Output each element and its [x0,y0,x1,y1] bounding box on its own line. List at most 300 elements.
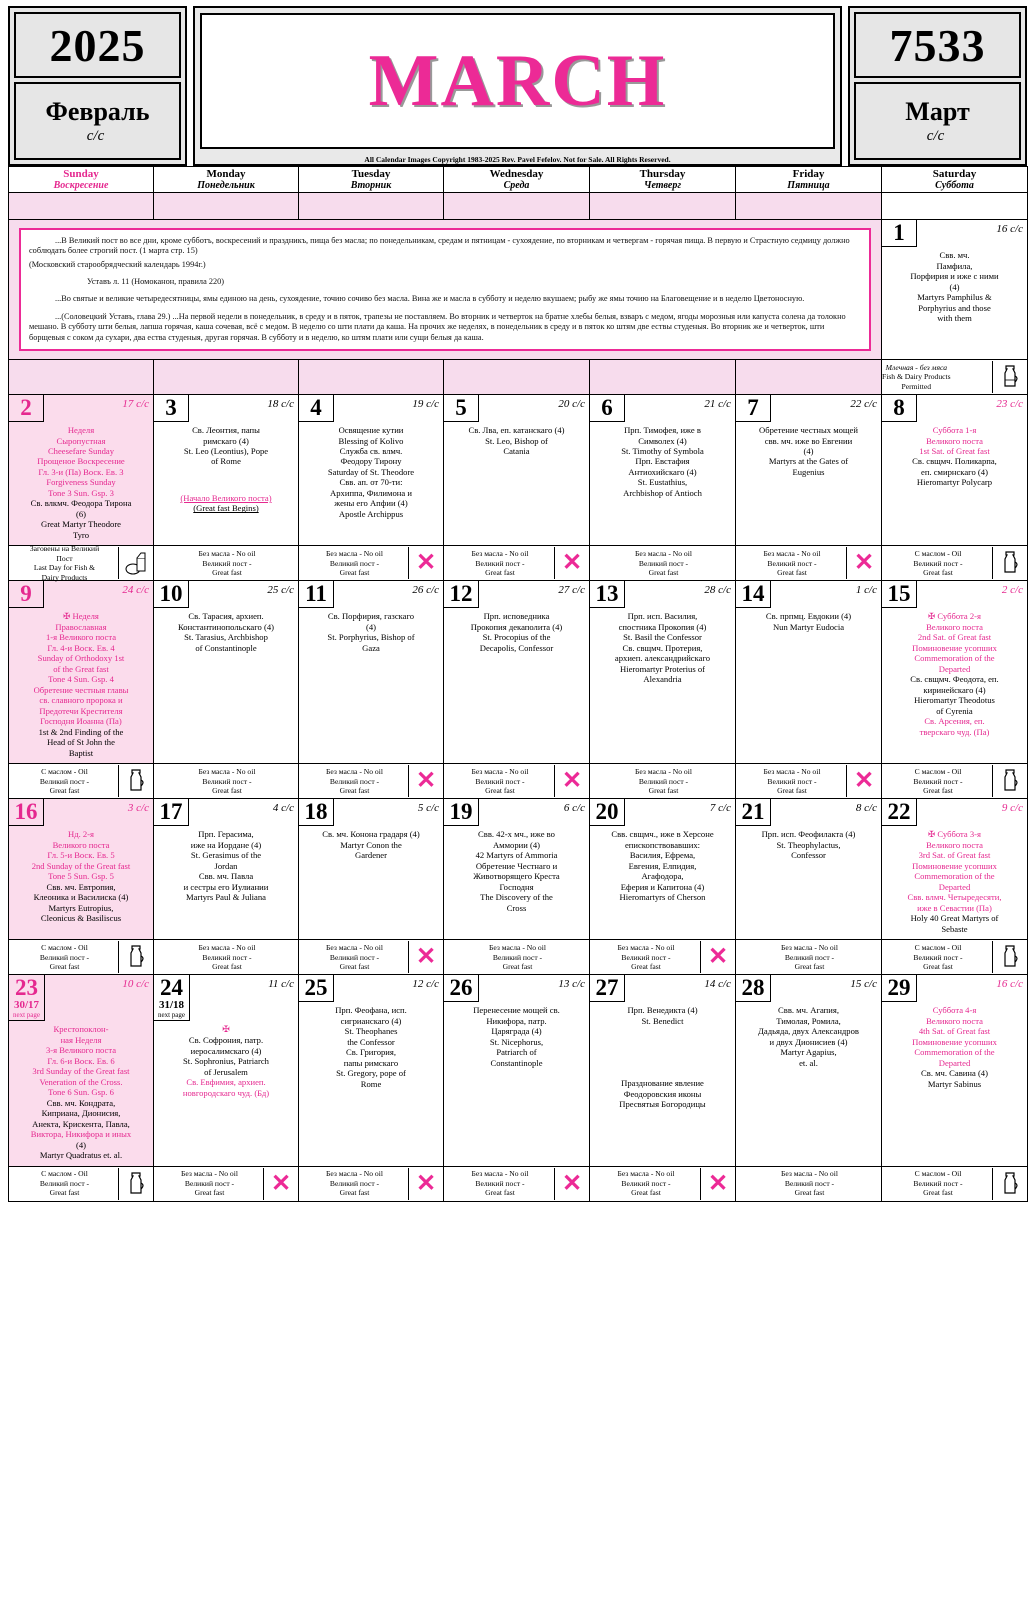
fast-line: Великий пост - [329,558,380,568]
day-old-style: 4 с/с [272,802,294,815]
empty-fast-cell [299,359,444,394]
day-line: Sebaste [941,923,968,934]
day-old-style: 14 с/с [704,978,731,991]
day-cell-7[interactable] [736,394,882,545]
day-line: Животворящего Креста [473,871,560,882]
fast-text [590,943,700,971]
fast-cell [590,546,736,581]
day-content [9,608,153,763]
fast-line: Великий пост - [475,558,525,568]
day-cell-9[interactable] [9,581,154,764]
no-fish-x-icon: ✕ [846,765,881,797]
fast-line: Без масла - No oil [198,549,256,559]
note-paragraph-3: Уставъ л. 11 (Номоканон, правила 220) [87,277,225,287]
weekday-tuesday-ru: Вторник [350,180,392,191]
fast-text [154,943,298,971]
day-line: Martyr Sabinus [927,1078,982,1089]
fast-line: Great fast [502,961,533,971]
day-line: Св. Леонтия, папы [192,425,260,436]
fast-text [736,943,881,971]
day-content [9,1021,153,1165]
cross-icon: ✠ [222,1024,230,1035]
weekday-sunday-en: Sunday [63,168,99,180]
day-line: Св. Порфирия, газскаго [327,611,415,622]
fast-text [590,1169,700,1197]
day-line: Tone 3 Sun. Gsp. 3 [48,487,114,498]
day-line: Св. свщмч. Поликарпа, [912,456,997,467]
day-cell-14[interactable] [736,581,882,764]
day-line: Свв. мч. Кондрата, [46,1097,116,1108]
fast-cell [299,1166,444,1201]
day-line: Св. Софрония, патр. [188,1035,264,1046]
fast-line: С маслом - Oil [914,1169,962,1179]
day-content [882,826,1027,939]
no-fish-x-icon: ✕ [408,765,443,797]
day-line: St. Leo (Leontius), Pope [183,445,269,456]
fast-line: Великий пост - [638,558,689,568]
spacer-cell [590,193,736,220]
day-line: Commemoration of the [914,1047,995,1058]
fish-permit-en1: Fish & Dairy Products [882,372,951,382]
day-line: Martyr Conon the [340,839,402,850]
day-cell-29[interactable] [882,975,1028,1166]
day-content [882,1002,1027,1094]
day-line: St. Porphyrius, Bishop of [327,632,415,643]
day-line: Порфирия и иже с ними [910,271,999,282]
fast-line: Great fast [49,1188,80,1198]
day-line: Apostle Archippus [338,508,404,519]
day-line: Baptist [68,747,94,758]
day-line: Saturday of St. Theodore [327,466,415,477]
day-cell-28[interactable] [736,975,882,1166]
day-line: Гл. 6-и Воск. Ев. 6 [47,1055,115,1066]
fast-line: Великий пост - [784,952,835,962]
day-line: Великого поста [52,839,110,850]
church-year: 7533 [854,12,1021,78]
day-cell-8[interactable] [882,394,1028,545]
fish-permit-row [9,359,1028,394]
spacer-cell [882,193,1028,220]
fast-line: Без масла - No oil [198,767,256,777]
day-line: Jordan [214,860,238,871]
day-line: with them [937,313,972,324]
weekday-tuesday [299,167,444,193]
day-line: Martyrs Paul & Juliana [186,892,266,903]
fast-cell [299,940,444,975]
day-content [882,422,1027,493]
day-line: Православная [55,621,107,632]
day-old-style: 21 с/с [704,397,731,410]
day-line: Archbishop of Antioch [623,487,702,498]
jug-icon [992,1168,1027,1200]
day-number: 12 [444,581,479,608]
day-number: 1 [882,220,917,247]
fast-cell [882,1166,1028,1201]
day-old-style: 22 с/с [850,397,877,410]
fast-line: Great fast [339,961,370,971]
day-line: Св. Евфимия, архиеп. [186,1077,266,1088]
fast-cell [299,764,444,799]
day-line: Gaza [362,642,380,653]
day-line: (Начало Великого поста) [180,492,272,503]
fast-line: Без масла - No oil [763,767,821,777]
day-number-value: 24 [160,975,183,1001]
day-line: Великого поста [926,435,983,446]
day-number: 22 [882,799,917,826]
spacer-cell [9,193,154,220]
day-number: 5 [444,395,479,422]
fish-permit-strip [882,360,1027,394]
day-old-style: 16 с/с [996,223,1023,235]
day-line: Blessing of Kolivo [338,435,404,446]
day-line: (6) [75,508,87,519]
day-cell-19[interactable] [444,799,590,940]
day-old-style: 8 с/с [855,802,877,815]
fast-line: Без масла - No oil [617,1169,675,1179]
fast-text [9,767,118,795]
jug-icon [118,941,153,973]
day-cell-15[interactable] [882,581,1028,764]
day-line: и сестры его Иулиании [183,881,269,892]
fast-text [299,767,408,795]
day-line: 1st Sat. of Great fast [919,445,990,456]
day-old-style: 5 с/с [417,802,439,815]
day-line: (4) [365,621,377,632]
day-cell-25[interactable] [299,975,444,1166]
day-cell-16[interactable] [9,799,154,940]
weekday-saturday-ru: Суббота [935,180,974,191]
day-cell-20[interactable] [590,799,736,940]
day-line: епископствовавших: [624,839,701,850]
fast-line: Великий пост - [329,1178,380,1188]
fish-permit-en2: Permitted [901,381,932,391]
day-old-style: 9 с/с [1001,802,1023,815]
fast-line: Great fast [339,786,370,795]
fast-line: Великий пост - [767,558,817,568]
day-line: of Cyrenia [936,705,973,716]
day-line: 4th Sat. of Great fast [918,1026,991,1037]
fast-cell [444,546,590,581]
day-number-secondary: 31/18 [158,999,185,1012]
jug-icon [992,547,1027,579]
day-cell-2[interactable] [9,394,154,545]
month-title: MARCH [368,39,667,122]
day-line: Поминовение усопших [912,860,997,871]
day-cell-27[interactable] [590,975,736,1166]
fast-line: Great fast [923,961,953,971]
day-number: 6 [590,395,625,422]
weekday-wednesday [444,167,590,193]
day-line: ная Неделя [60,1034,102,1045]
day-line: Крестопоклон- [53,1024,109,1035]
day-old-style: 2 с/с [1001,584,1023,597]
fast-line: С маслом - Oil [41,767,88,777]
fast-line: Без масла - No oil [181,1169,238,1179]
fast-text [736,1169,881,1197]
day-line: Martyrs Eutropius, [48,902,114,913]
day-line: (Great fast Begins) [193,503,259,514]
weekday-friday-ru: Пятница [787,180,830,191]
fast-cell [590,1166,736,1201]
fast-line: Great fast [339,568,370,578]
day-line: Дадьяда, двух Александров [758,1026,859,1037]
day-line: Great Martyr Theodore [40,519,122,530]
day-line: St. Tarasius, Archbishop [184,632,268,643]
day-line: Свв. мч. Евтропия, [46,881,116,892]
day-line: Hieromartyrs of Cherson [619,892,706,903]
day-number: 9 [9,581,44,608]
day-old-style: 24 с/с [122,584,149,597]
weekday-monday [154,167,299,193]
calendar-grid [8,166,1028,1202]
fast-cell [590,764,736,799]
fast-line: Great fast [794,1188,825,1198]
fast-text [882,943,992,971]
left-year-box [8,6,187,166]
day-number: 3 [154,395,189,422]
fast-line: Великий пост - [913,558,963,568]
fast-cell [444,940,590,975]
day-line: 42 Martyrs of Ammoria [475,850,558,861]
day-line: of Constantinople [195,642,257,653]
weekday-wednesday-ru: Среда [503,180,530,191]
fast-cell [882,940,1028,975]
day-line: Символех (4) [638,435,687,446]
fish-permit-text [882,363,951,391]
day-number: 7 [736,395,771,422]
fast-text [590,767,735,795]
fast-line: Great fast [49,786,80,795]
fast-text [9,943,118,971]
fast-line: Great fast [648,786,679,795]
day-line: Прп. Тимофея, иже в [624,425,701,436]
day-number: 21 [736,799,771,826]
day-cell-12[interactable] [444,581,590,764]
day-line: Martyrs at the Gates of [768,456,849,467]
weekday-saturday-en: Saturday [932,168,977,180]
fast-line: Без масла - No oil [326,549,383,559]
day-line: Hieromartyr Theodotus [914,695,995,706]
jug-icon [992,941,1027,973]
day-cell-23[interactable] [9,975,154,1166]
fast-line: Great fast [923,1188,953,1198]
day-line: The Discovery of the [480,892,553,903]
day-cell-3[interactable] [154,394,299,545]
day-old-style: 19 с/с [412,397,439,410]
fasting-rules-box [19,228,871,351]
day-line: Прощеное Воскресение [37,456,125,467]
day-line: of the Great fast [53,663,109,674]
day-line: Суббота 4-я [932,1005,977,1016]
day-line: 3rd Sat. of Great fast [918,850,991,861]
fast-text [299,549,408,577]
day-line: св. славного пророка и [39,695,123,706]
day-line: Гл. 4-и Воск. Ев. 4 [47,642,115,653]
day-line: иже в Севастии (Па) [917,902,992,913]
previous-month-name: Февраль [45,97,150,126]
day-number: 20 [590,799,625,826]
day-cell-24[interactable] [154,975,299,1166]
fast-text [736,549,846,577]
day-cell-11[interactable] [299,581,444,764]
fast-text [736,767,846,795]
day-cell-18[interactable] [299,799,444,940]
day-cell-13[interactable] [590,581,736,764]
day-line: St. Theophylactus, [776,839,841,850]
day-line: киринейскаго (4) [923,684,986,695]
day-number: 8 [882,395,917,422]
day-line: Антиохийскаго (4) [628,466,697,477]
day-line: Eugenius [792,466,825,477]
day-number: 17 [154,799,189,826]
day-line: Неделя [67,425,95,436]
day-line: St. Procopius of the [482,632,551,643]
fast-line: Без масла - No oil [471,767,529,777]
day-cell-4[interactable] [299,394,444,545]
day-cell-17[interactable] [154,799,299,940]
day-line: 3-я Великого поста [45,1045,117,1056]
day-line: Тимолая, Ромила, [776,1015,841,1026]
no-fish-x-icon: ✕ [408,941,443,973]
day-cell-10[interactable] [154,581,299,764]
day-line: Анекта, Крискента, Павла, [32,1118,130,1129]
day-line: 3rd Sunday of the Great fast [32,1066,130,1077]
day-number: 16 [9,799,44,826]
day-line: ✠ Суббота 2-я [928,611,981,622]
next-page-note: next page [13,1010,41,1019]
fish-permit-ru: Млечная - без мяса [885,362,947,372]
day-number: 27 [590,975,625,1002]
day-content [299,1002,443,1094]
fast-line: С маслом - Oil [41,943,88,953]
weekday-friday-en: Friday [792,168,825,180]
day-line: Veneration of the Cross. [39,1076,123,1087]
fast-strip-row-2 [9,764,1028,799]
day-number: 18 [299,799,334,826]
day-line: St. Theophanes [344,1026,398,1037]
civil-year: 2025 [14,12,181,78]
day-line: St. Nicephorus, [489,1036,544,1047]
day-cell-5[interactable] [444,394,590,545]
no-fish-x-icon: ✕ [408,547,443,579]
fasting-rules-note [9,220,882,360]
day-line: Commemoration of the [914,653,995,664]
copyright-notice: All Calendar Images Copyright 1983-2025 Rev. Pavel Fefelov. Not for Sale. All Rights Reserved. [364,155,671,164]
day-cell-1[interactable] [882,220,1028,360]
day-line: Свв. свщмч., иже в Херсоне [611,829,714,840]
day-line: Nun Martyr Eudocia [772,621,845,632]
dairy-icon [118,547,153,579]
fast-cell [9,764,154,799]
fast-line: Великий пост - [784,1178,835,1188]
day-content [154,1021,298,1103]
day-line: Catania [503,445,530,456]
day-content [590,608,735,689]
fast-cell [9,1166,154,1201]
no-fish-x-icon: ✕ [263,1168,298,1200]
day-line: Константинопольскаго (4) [178,621,274,632]
day-cell-26[interactable] [444,975,590,1166]
empty-fast-cell [9,359,154,394]
day-line: Cheesefare Sunday [47,445,115,456]
day-line: Head of St John the [47,737,115,748]
fast-line: Без масла - No oil [198,943,256,953]
fast-line: Great fast [631,1188,661,1198]
day-cell-21[interactable] [736,799,882,940]
fast-text [154,767,298,795]
fast-line: Без масла - No oil [781,1169,838,1179]
fast-cell [736,764,882,799]
fast-line: Great fast [49,961,80,971]
day-content [154,422,298,519]
day-cell-6[interactable] [590,394,736,545]
fast-line: Без масла - No oil [326,943,383,953]
fast-line: Dairy Products [41,572,88,582]
current-month-box [854,82,1021,160]
fast-line: Great fast [339,1188,370,1198]
day-header [882,220,1027,247]
fast-text [299,1169,408,1197]
day-line: Свв. 42-х мч., иже во [478,829,555,840]
day-line: свв. мч. иже во Евгении [764,435,853,446]
day-line: Нд. 2-я [68,829,94,840]
fast-strip-row-3 [9,940,1028,975]
fast-text [9,1169,118,1197]
day-line: архиеп. александрийскаго [614,653,711,664]
fast-line: Великий пост - [913,776,963,786]
day-line: Departed [938,663,971,674]
fast-cell [882,764,1028,799]
fast-cell [444,764,590,799]
day-line: Hieromartyr Polycarp [916,477,993,488]
day-line: Прп. исповедника [483,611,550,622]
current-month-style: с/с [926,128,945,144]
day-line: Hieromartyr Proterius of [620,663,705,674]
day-line: иеросалимскаго (4) [190,1045,262,1056]
fast-cell [444,1166,590,1201]
day-old-style: 7 с/с [709,802,731,815]
day-line: St. Sophronius, Patriarch [183,1056,269,1067]
day-line: Еферия и Капитона (4) [620,881,705,892]
current-month-name: Март [905,97,970,126]
day-old-style: 13 с/с [558,978,585,991]
day-cell-22[interactable] [882,799,1028,940]
day-line: Alexandria [643,674,682,685]
day-line: (4) [803,445,814,456]
day-content [444,826,589,918]
fast-line: Пост [56,553,73,563]
fast-line: Без масла - No oil [635,767,692,777]
note-paragraph-5: ...(Соловецкий Уставъ, глава 29.) ...На первой недели в понедельник, в среду и в пяток, трапезы не поставляем. Во вторник и четверток на братне хлебы белыя, взваръ с медом, ягоды морозныя или капуста солена да толокно мешано. В субботу шти белыя, лапша горячая, каша сочевая, всё с медом. В неделю со шти плати да каша. На прочих же неделях, в понедельник в среду и в пяток ко штям две ествы студеныя. Во вторник же и четверток, шти борщевыя с соком да сухари, два ества студеныя, другая горячая. В субботу и в неделю, ко штям плати или сущи белыя да каша. [29,311,846,342]
day-line: Освящение кутии [338,425,404,436]
day-line: Обретение Честнаго и [475,860,558,871]
fast-line: Великий пост - [492,952,543,962]
fast-text [444,1169,554,1197]
day-line: Поминовение усопших [912,1036,997,1047]
day-old-style: 3 с/с [127,802,149,815]
fast-line: Великий пост - [329,776,380,786]
fast-line: С маслом - Oil [41,1169,88,1179]
day-content [444,608,589,658]
day-content [590,1002,735,1114]
fast-line: Без масла - No oil [489,943,546,953]
fast-line: Last Day for Fish & [33,563,96,573]
fast-line: Great fast [485,1188,515,1198]
day-line: Феодоровския иконы [623,1088,702,1099]
day-line: Прп. Евстафия [635,456,690,467]
day-line: Прп. Феофана, исп. [335,1005,407,1016]
fast-cell [154,546,299,581]
